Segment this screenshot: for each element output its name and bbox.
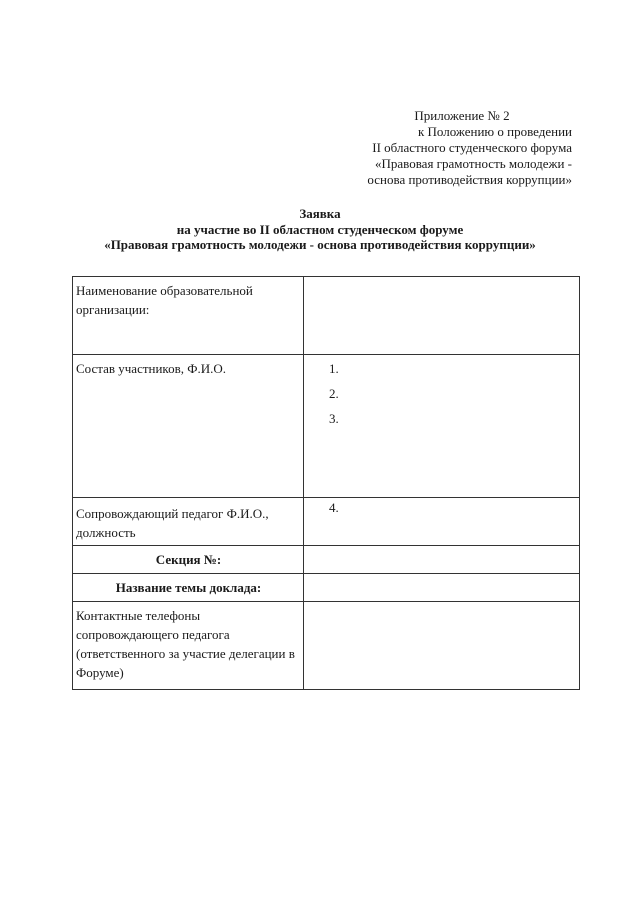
heading-title: Заявка [299, 206, 341, 221]
participants-label-cell: Состав участников, Ф.И.О. [73, 355, 304, 498]
appendix-line-5: основа противодействия коррупции» [367, 172, 572, 187]
teacher-value-cell[interactable] [304, 498, 580, 546]
appendix-line-1: Приложение № 2 [414, 108, 510, 123]
document-heading [0, 206, 640, 253]
org-value-cell[interactable] [304, 277, 580, 355]
participant-number-2: 2. [329, 386, 339, 401]
application-form-table [72, 276, 580, 690]
participant-number-3: 3. [329, 411, 339, 426]
teacher-number: 4. [329, 500, 339, 515]
table-row-teacher [73, 498, 580, 546]
table-row-contacts [73, 602, 580, 690]
appendix-line-4: «Правовая грамотность молодежи - [375, 156, 572, 171]
section-label-cell: Секция №: [73, 546, 304, 574]
participants-number-list [307, 359, 577, 434]
heading-line-3: «Правовая грамотность молодежи - основа противодействия коррупции» [104, 237, 536, 252]
appendix-line-3: II областного студенческого форума [372, 140, 572, 155]
section-value-cell[interactable] [304, 546, 580, 574]
participants-value-cell[interactable] [304, 355, 580, 498]
topic-value-cell[interactable] [304, 574, 580, 602]
table-row-topic [73, 574, 580, 602]
org-label-cell: Наименование образовательной организации: [73, 277, 304, 355]
teacher-label-cell: Сопровождающий педагог Ф.И.О., должность [73, 498, 304, 546]
appendix-header [272, 108, 572, 188]
topic-label-cell: Название темы доклада: [73, 574, 304, 602]
table-row-participants [73, 355, 580, 498]
appendix-line-2: к Положению о проведении [417, 124, 572, 139]
table-row-organization [73, 277, 580, 355]
contacts-label-cell: Контактные телефоны сопровождающего педагога (ответственного за участие делегации в Форуме) [73, 602, 304, 690]
heading-line-2: на участие во II областном студенческом форуме [176, 221, 464, 237]
participant-number-1: 1. [329, 361, 339, 376]
table-row-section [73, 546, 580, 574]
contacts-value-cell[interactable] [304, 602, 580, 690]
